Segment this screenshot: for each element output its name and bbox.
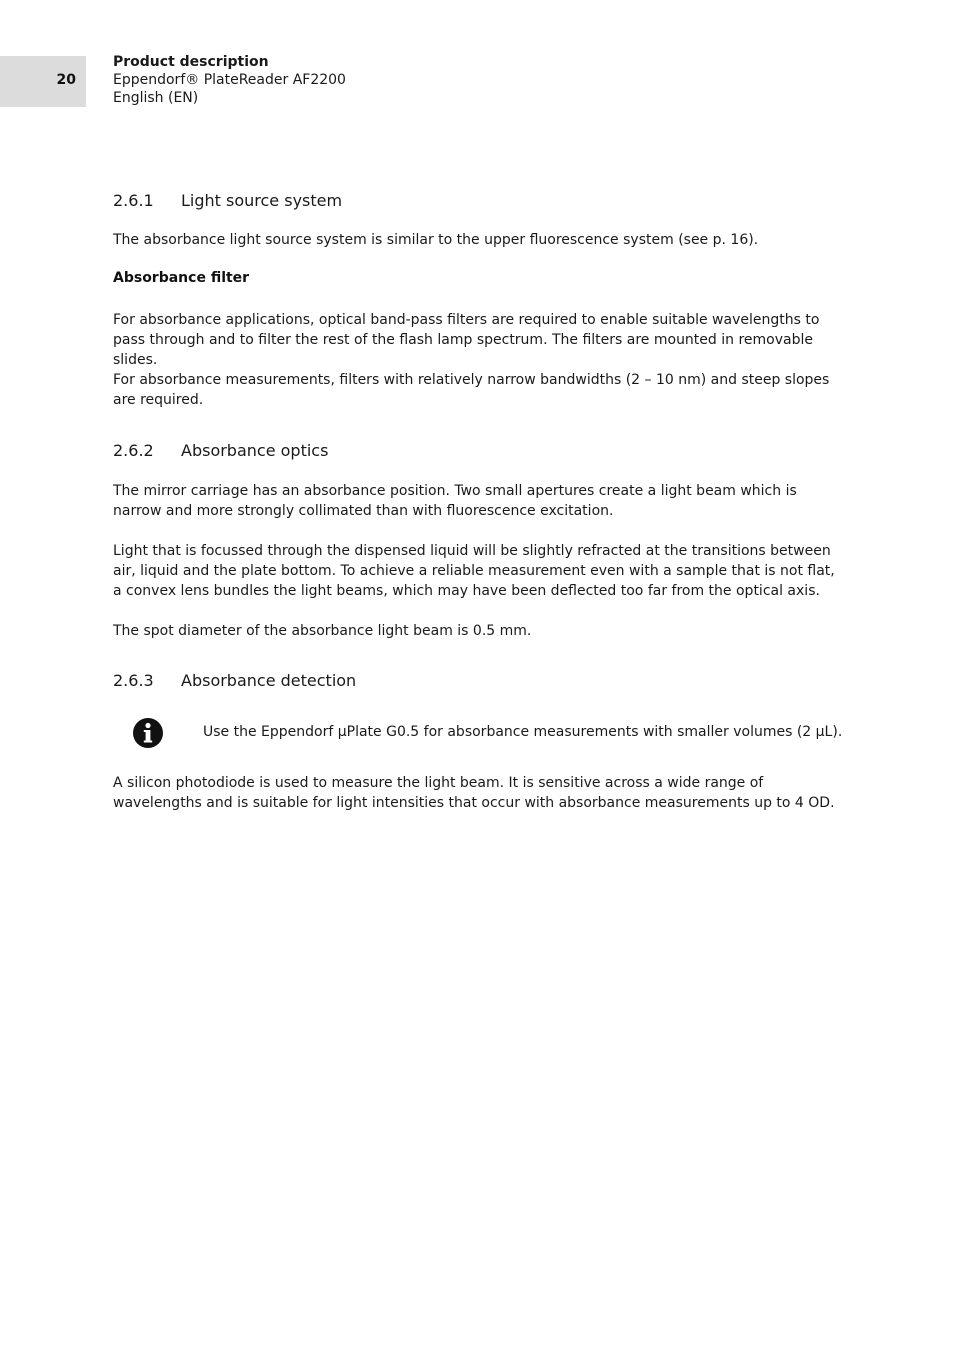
paragraph: The spot diameter of the absorbance light beam is 0.5 mm. xyxy=(113,623,532,639)
page-number: 20 xyxy=(56,72,76,88)
paragraph: A silicon photodiode is used to measure the light beam. It is sensitive across a wide range of wavelengths and is suitable for light intensities that occur with absorbance measurements up to 4 OD. xyxy=(113,775,835,811)
section-title: Light source system xyxy=(181,191,343,210)
paragraph: The mirror carriage has an absorbance position. Two small apertures create a light beam which is narrow and more strongly collimated than with fluorescence excitation. xyxy=(113,483,797,519)
section-title: Absorbance optics xyxy=(181,441,329,460)
section-number: 2.6.3 xyxy=(113,671,154,690)
section-number: 2.6.1 xyxy=(113,191,154,210)
header-section-title: Product description xyxy=(113,54,269,70)
paragraph: For absorbance applications, optical band-pass filters are required to enable suitable wavelengths to pass through and to filter the rest of the flash lamp spectrum. The filters are mounted in removable slides. xyxy=(113,312,820,368)
info-icon xyxy=(133,718,163,748)
section-heading-2-6-3 xyxy=(113,671,356,690)
section-heading-2-6-2 xyxy=(113,441,328,460)
header-language: English (EN) xyxy=(113,90,199,106)
header-product: Eppendorf® PlateReader AF2200 xyxy=(113,72,346,88)
running-header xyxy=(113,53,346,107)
page-tab xyxy=(0,56,86,107)
section-heading-2-6-1 xyxy=(113,191,342,210)
paragraph: Light that is focussed through the dispensed liquid will be slightly refracted at the transitions between air, liquid and the plate bottom. To achieve a reliable measurement even with a sample that is not flat, a convex lens bundles the light beams, which may have been deflected too far from the optical axis. xyxy=(113,543,835,599)
note-text: Use the Eppendorf µPlate G0.5 for absorbance measurements with smaller volumes (2 µL). xyxy=(203,724,843,740)
subheading-absorbance-filter: Absorbance filter xyxy=(113,270,250,286)
section-title: Absorbance detection xyxy=(181,671,357,690)
section-number: 2.6.2 xyxy=(113,441,154,460)
paragraph: For absorbance measurements, filters with relatively narrow bandwidths (2 – 10 nm) and steep slopes are required. xyxy=(113,372,830,408)
paragraph: The absorbance light source system is similar to the upper fluorescence system (see p. 16). xyxy=(113,232,759,248)
